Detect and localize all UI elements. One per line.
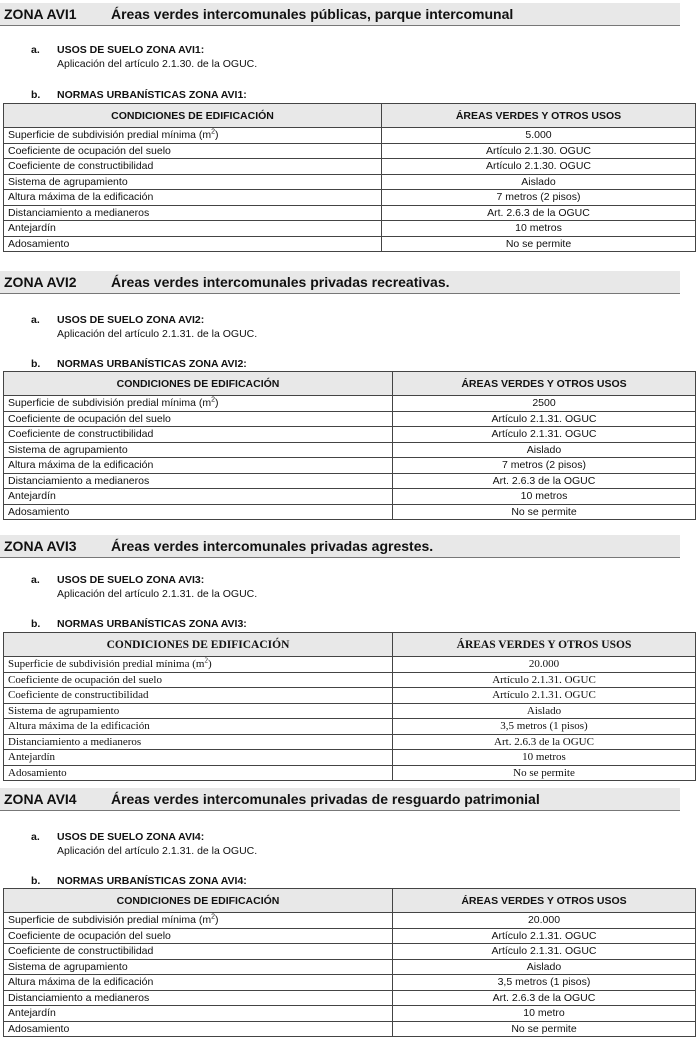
condition-value: 7 metros (2 pisos) — [382, 190, 696, 206]
zone-code: ZONA AVI3 — [4, 538, 77, 554]
land-use-item — [31, 574, 204, 587]
item-letter: a. — [31, 831, 40, 843]
condition-value: 3,5 metros (1 pisos) — [393, 719, 696, 735]
table-row — [4, 1021, 696, 1037]
condition-value: 10 metros — [393, 750, 696, 766]
zone-code: ZONA AVI4 — [4, 791, 77, 807]
condition-value: Artículo 2.1.31. OGUC — [393, 928, 696, 944]
condition-value: Aislado — [382, 174, 696, 190]
item-label: NORMAS URBANÍSTICAS ZONA AVI3: — [57, 618, 247, 630]
zone-header — [0, 788, 680, 811]
condition-label: Coeficiente de constructibilidad — [4, 427, 393, 443]
condition-value: Artículo 2.1.30. OGUC — [382, 159, 696, 175]
table-row — [4, 1006, 696, 1022]
table-row — [4, 975, 696, 991]
condition-label: Distanciamiento a medianeros — [4, 990, 393, 1006]
land-use-description: Aplicación del artículo 2.1.30. de la OGUC. — [57, 58, 258, 70]
land-use-item — [31, 314, 204, 327]
column-header-conditions: CONDICIONES DE EDIFICACIÓN — [4, 104, 382, 128]
condition-value: 2500 — [393, 396, 696, 412]
condition-value: Artículo 2.1.31. OGUC — [393, 427, 696, 443]
table-row — [4, 236, 696, 252]
condition-value: 7 metros (2 pisos) — [393, 458, 696, 474]
condition-label: Superficie de subdivisión predial mínima $(m^2)$ — [4, 657, 393, 673]
condition-label: Superficie de subdivisión predial mínima $(m^2)$ — [4, 128, 382, 144]
table-row — [4, 703, 696, 719]
table-row — [4, 442, 696, 458]
condition-label: Coeficiente de constructibilidad — [4, 944, 393, 960]
condition-value: No se permite — [393, 1021, 696, 1037]
norms-table — [3, 371, 696, 520]
table-row — [4, 734, 696, 750]
zone-header — [0, 3, 680, 26]
table-row — [4, 944, 696, 960]
table-row — [4, 719, 696, 735]
condition-value: No se permite — [382, 236, 696, 252]
condition-label: Sistema de agrupamiento — [4, 442, 393, 458]
condition-label: Altura máxima de la edificación — [4, 975, 393, 991]
table-row — [4, 205, 696, 221]
condition-label: Adosamiento — [4, 765, 393, 781]
item-label: NORMAS URBANÍSTICAS ZONA AVI2: — [57, 358, 247, 370]
table-header-row — [4, 372, 696, 396]
condition-value: Artículo 2.1.31. OGUC — [393, 944, 696, 960]
norms-item — [31, 618, 247, 631]
table-row — [4, 128, 696, 144]
column-header-uses: ÁREAS VERDES Y OTROS USOS — [393, 372, 696, 396]
condition-value: 3,5 metros (1 pisos) — [393, 975, 696, 991]
condition-label: Distanciamiento a medianeros — [4, 734, 393, 750]
condition-value: Aislado — [393, 959, 696, 975]
condition-value: 10 metros — [393, 489, 696, 505]
condition-label: Coeficiente de ocupación del suelo — [4, 143, 382, 159]
column-header-conditions: CONDICIONES DE EDIFICACIÓN — [4, 633, 393, 657]
table-row — [4, 928, 696, 944]
table-row — [4, 221, 696, 237]
condition-label: Coeficiente de constructibilidad — [4, 688, 393, 704]
column-header-conditions: CONDICIONES DE EDIFICACIÓN — [4, 372, 393, 396]
item-letter: b. — [31, 875, 41, 887]
norms-table — [3, 103, 696, 252]
condition-label: Coeficiente de constructibilidad — [4, 159, 382, 175]
condition-value: Art. 2.6.3 de la OGUC — [393, 990, 696, 1006]
norms-item — [31, 89, 247, 102]
table-header-row — [4, 104, 696, 128]
zone-title: Áreas verdes intercomunales privadas recreativas. — [111, 274, 450, 290]
zone-header — [0, 535, 680, 558]
norms-item — [31, 875, 247, 888]
item-letter: a. — [31, 314, 40, 326]
condition-value: No se permite — [393, 504, 696, 520]
zone-code: ZONA AVI1 — [4, 6, 77, 22]
zone-code: ZONA AVI2 — [4, 274, 77, 290]
table-row — [4, 411, 696, 427]
condition-label: Adosamiento — [4, 504, 393, 520]
column-header-conditions: CONDICIONES DE EDIFICACIÓN — [4, 889, 393, 913]
table-header-row — [4, 889, 696, 913]
item-letter: a. — [31, 44, 40, 56]
condition-value: Aislado — [393, 442, 696, 458]
zone-header — [0, 271, 680, 294]
condition-value: Artículo 2.1.31. OGUC — [393, 411, 696, 427]
condition-label: Superficie de subdivisión predial mínima $(m^2)$ — [4, 396, 393, 412]
condition-value: Art. 2.6.3 de la OGUC — [382, 205, 696, 221]
table-row — [4, 159, 696, 175]
land-use-item — [31, 831, 204, 844]
zone-title: Áreas verdes intercomunales privadas agrestes. — [111, 538, 434, 554]
land-use-description: Aplicación del artículo 2.1.31. de la OGUC. — [57, 588, 258, 600]
condition-value: 10 metro — [393, 1006, 696, 1022]
land-use-description: Aplicación del artículo 2.1.31. de la OGUC. — [57, 845, 258, 857]
column-header-uses: ÁREAS VERDES Y OTROS USOS — [393, 633, 696, 657]
condition-value: 20.000 — [393, 657, 696, 673]
land-use-item — [31, 44, 204, 57]
item-letter: b. — [31, 358, 41, 370]
table-row — [4, 750, 696, 766]
item-letter: b. — [31, 618, 41, 630]
table-row — [4, 688, 696, 704]
item-label: NORMAS URBANÍSTICAS ZONA AVI4: — [57, 875, 247, 887]
condition-label: Sistema de agrupamiento — [4, 174, 382, 190]
norms-item — [31, 358, 247, 371]
condition-value: Aislado — [393, 703, 696, 719]
condition-label: Altura máxima de la edificación — [4, 719, 393, 735]
condition-label: Coeficiente de ocupación del suelo — [4, 672, 393, 688]
condition-label: Distanciamiento a medianeros — [4, 473, 393, 489]
condition-value: No se permite — [393, 765, 696, 781]
condition-label: Antejardín — [4, 750, 393, 766]
table-row — [4, 672, 696, 688]
condition-value: Artículo 2.1.31. OGUC — [393, 688, 696, 704]
condition-label: Antejardín — [4, 489, 393, 505]
table-row — [4, 959, 696, 975]
table-row — [4, 143, 696, 159]
condition-label: Antejardín — [4, 1006, 393, 1022]
zone-title: Áreas verdes intercomunales públicas, parque intercomunal — [111, 6, 514, 22]
condition-label: Coeficiente de ocupación del suelo — [4, 411, 393, 427]
condition-value: 10 metros — [382, 221, 696, 237]
item-letter: a. — [31, 574, 40, 586]
item-label: USOS DE SUELO ZONA AVI1: — [57, 44, 205, 56]
norms-table — [3, 888, 696, 1037]
table-row — [4, 473, 696, 489]
condition-label: Adosamiento — [4, 1021, 393, 1037]
table-row — [4, 190, 696, 206]
condition-value: Art. 2.6.3 de la OGUC — [393, 734, 696, 750]
condition-label: Coeficiente de ocupación del suelo — [4, 928, 393, 944]
land-use-description: Aplicación del artículo 2.1.31. de la OGUC. — [57, 328, 258, 340]
condition-value: Art. 2.6.3 de la OGUC — [393, 473, 696, 489]
table-row — [4, 765, 696, 781]
condition-value: Artículo 2.1.31. OGUC — [393, 672, 696, 688]
table-row — [4, 458, 696, 474]
table-row — [4, 427, 696, 443]
condition-label: Superficie de subdivisión predial mínima $(m^2)$ — [4, 913, 393, 929]
condition-label: Adosamiento — [4, 236, 382, 252]
condition-label: Altura máxima de la edificación — [4, 190, 382, 206]
table-row — [4, 489, 696, 505]
table-row — [4, 174, 696, 190]
table-row — [4, 504, 696, 520]
item-letter: b. — [31, 89, 41, 101]
condition-label: Antejardín — [4, 221, 382, 237]
column-header-uses: ÁREAS VERDES Y OTROS USOS — [382, 104, 696, 128]
condition-value: 20.000 — [393, 913, 696, 929]
column-header-uses: ÁREAS VERDES Y OTROS USOS — [393, 889, 696, 913]
item-label: USOS DE SUELO ZONA AVI3: — [57, 574, 205, 586]
item-label: USOS DE SUELO ZONA AVI4: — [57, 831, 205, 843]
table-row — [4, 913, 696, 929]
condition-label: Sistema de agrupamiento — [4, 959, 393, 975]
norms-table — [3, 632, 696, 781]
item-label: USOS DE SUELO ZONA AVI2: — [57, 314, 205, 326]
item-label: NORMAS URBANÍSTICAS ZONA AVI1: — [57, 89, 247, 101]
condition-value: Artículo 2.1.30. OGUC — [382, 143, 696, 159]
zone-title: Áreas verdes intercomunales privadas de resguardo patrimonial — [111, 791, 540, 807]
condition-label: Distanciamiento a medianeros — [4, 205, 382, 221]
table-row — [4, 657, 696, 673]
table-row — [4, 396, 696, 412]
table-header-row — [4, 633, 696, 657]
condition-label: Sistema de agrupamiento — [4, 703, 393, 719]
condition-value: 5.000 — [382, 128, 696, 144]
table-row — [4, 990, 696, 1006]
condition-label: Altura máxima de la edificación — [4, 458, 393, 474]
